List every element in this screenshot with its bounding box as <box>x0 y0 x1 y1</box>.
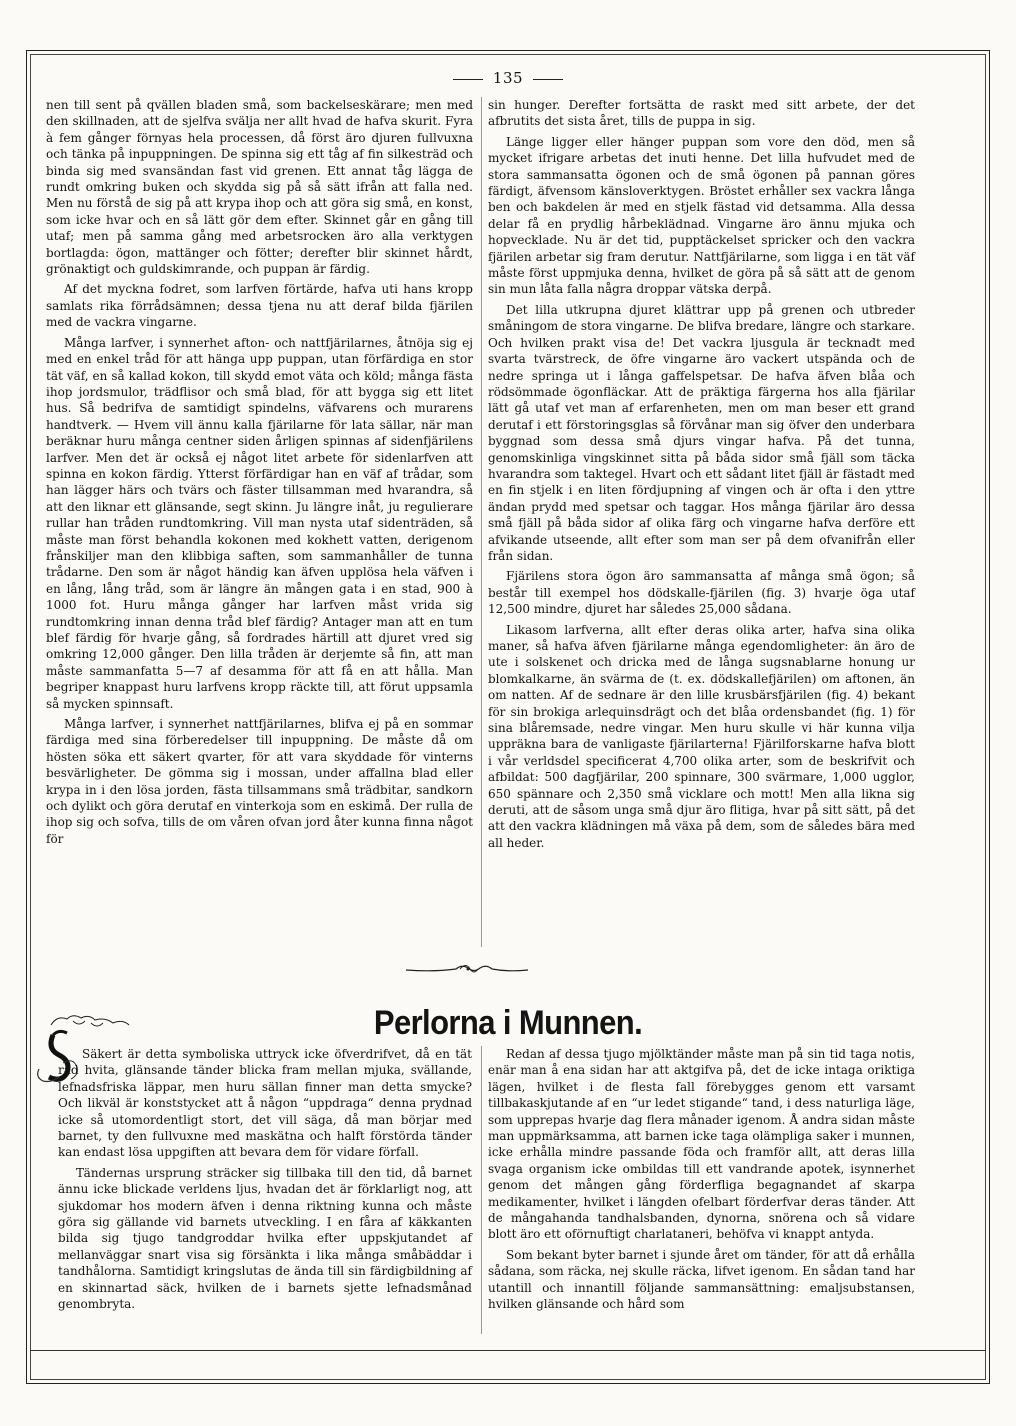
paragraph: Fjärilens stora ögon äro sammansatta af många små ögon; så består till exempel hos dödskalle-fjärilen (fig. 3) hvarje öga utaf 12,500 mindre, djuret har således 25,000 sådana. <box>488 569 915 617</box>
top-right-column <box>488 97 915 855</box>
paragraph: nen till sent på qvällen bladen små, som backelseskärare; men med den skillnaden, att de sjelfva svälja ner allt hvad de hafva skurit. Fyra à fem gånger förnyas hela processen, då först äro djuren fullvuxna och tänka på inpuppningen. De spinna sig ett tåg af fin silkesträd och binda sig med svansändan fast vid grenen. Ett annat tåg lägga de rundt omkring buken och skydda sig på så sätt ifrån att falla ned. Men nu förstå de sig på att krypa ihop och att göra sig små, en konst, som icke hvar och en så lätt gör dem efter. Skinnet går en gång till utaf; men på samma gång med arbetsrocken äro alla verktygen bortlagda: ögon, mattänger och fötter; derefter blir skinnet hårdt, grönaktigt och guldskimrande, och puppan är färdig. <box>46 98 473 277</box>
column-divider-bottom <box>481 1046 482 1334</box>
paragraph: Tändernas ursprung sträcker sig tillbaka till den tid, då barnet ännu icke blickade verldens ljus, hvadan det är förklarligt nog, att sjukdomar hos modern äfven i denna riktning kunna och måste göra sig gällande vid barnets utveckling. I en fåra af käkkanten bilda sig tjugo tandgroddar hvilka efter uppskjutandet af mellanväggar snart visa sig försänkta i lika många småbäddar i tandhålorna. Samtidigt kringslutas de ända till sin färdigbildning af en skinnartad säck, hvilken de i barnets sjette lefnadsmånad genombryta. <box>58 1165 472 1312</box>
paragraph: Säkert är detta symboliska uttryck icke öfverdrifvet, då en tät rad hvita, glänsande tänder blicka fram mellan mjuka, svällande, lefnadsfriska läppar, men huru sällan finner man detta smycke? Och likväl är konststycket att å någon “uppdraga“ denna prydnad icke så utomordentligt stort, det vill säga, då man börjar med barnet, ty den fullvuxne med maskätna och halft förstörda tänder kan endast lösa uppgiften att bevara dem för vidare förfall. <box>58 1047 472 1160</box>
paragraph: Länge ligger eller hänger puppan som vore den död, men så mycket ifrigare arbetas det inuti henne. Det lilla hufvudet med de stora sammansatta ögonen och de små ögonen på pannan göres färdigt, äfvensom känsloverktygen. Bröstet erhåller sex vackra långa ben och bakdelen är med en stjelk fästad vid detsamma. Alla dessa delar få en prydlig hårbeklädnad. Vingarne äro ännu mjuka och hopvecklade. Nu är det tid, pupptäckelset spricker och den vackra fjärilen arbetar sig fram derutur. Nattfjärilarne, som ligga i en tät väf måste först uppmjuka denna, hvilket de göra på så sätt att de genom sin mun låta falla några droppar vätska derpå. <box>488 134 915 297</box>
paragraph: Många larfver, i synnerhet afton- och nattfjärilarnes, åtnöja sig ej med en enkel tråd för att hänga upp puppan, utan förfärdiga en stor tät väf, en så kallad kokon, till skydd emot väta och köld; många fästa ihop jordsmulor, trädflisor och små blad, för att bygga sig ett litet hus. Så bedrifva de samtidigt spindelns, väfvarens och murarens handtverk. — Hvem vill ännu kalla fjärilarne för lata sällar, när man beräknar huru många centner siden årligen spinnas af sidenfjärilens larfver. Men det är också ej något litet arbete för sidenlarfven att spinna en kokon färdig. Ytterst förfärdigar han en väf af trådar, som han lägger härs och tvärs och fäster tillsamman med hvarandra, så att den liknar ett glänsande, segt skinn. Ju längre inåt, ju regulierare rullar han tråden rundtomkring. Vill man nysta utaf sidenträden, så måste man först behandla kokonen med kokhett vatten, derigenom frånskiljer man den klibbiga saften, som sammanhåller de tunna trådarne. Den som är något händig kan äfven upplösa hela väfven i en lång, lång tråd, som är längre än mången gata i en stad, 900 à 1000 fot. Huru många gånger har larfven måst vrida sig rundtomkring innan denna tråd blef färdig? Antager man att en tum blef färdig för hvarje gång, så fordrades härtill att djuret vred sig omkring 12,000 gånger. Den lilla tråden är derjemte så fin, att man måste sammanfatta 5—7 af desamma för att få en att hålla. Man begriper knappast huru larfvens kropp räckte till, att förut uppsamla så mycken spinnsaft. <box>46 335 473 711</box>
paragraph: Som bekant byter barnet i sjunde året om tänder, för att då erhålla sådana, som räcka, nej skulle räcka, lifvet igenom. En sådan tand har utantill och innantill följande sammansättning: emaljsubstansen, hvilken glänsande och hård som <box>488 1247 915 1312</box>
paragraph: Många larfver, i synnerhet nattfjärilarnes, blifva ej på en sommar färdiga med sina förberedelser till inpuppning. De måste då om hösten söka ett säkert qvarter, för att vara skyddade för vinterns besvärligheter. De gömma sig i mossan, under affallna blad eller krypa in i den lösa jorden, fästa tillsammans små trädbitar, sandkorn och dylikt och göra derutaf en vinterkoja som en eskimå. Der rulla de ihop sig och sofva, tills de om våren ofvan jord åter kunna finna något för <box>46 717 473 846</box>
bottom-left-column <box>58 1046 472 1317</box>
paragraph: Redan af dessa tjugo mjölktänder måste man på sin tid taga notis, enär man å ena sidan har att aktgifva på, det de icke intaga oriktiga lägen, hvilket i de flesta fall förebygges genom ett varsamt tillbakaskjutande af en “ur ledet stigande“ tand, i dess naturliga läge, som upprepas hvarje dag flera månader igenom. Å andra sidan måste man uppmärksamma, att barnen icke taga olämpliga saker i munnen, icke erhålla mindre passande föda och framför allt, att deras lilla svaga organism icke ombildas till ett vandrande apotek, isynnerhet genom det mången gång förderfliga begagnandet af skarpa medikamenter, hvilket i längden ofelbart förderfvar deras tänder. Att de mångahanda tandhalsbanden, dynorna, snörena och så vidare blott äro ett oförnuftigt charlataneri, behöfva vi knappt antyda. <box>488 1047 915 1242</box>
column-divider-top <box>481 97 482 947</box>
paragraph: Det lilla utkrupna djuret klättrar upp på grenen och utbreder småningom de stora vingarne. De blifva bredare, längre och starkare. Och hvilken prakt visa de! Det vackra ljusgula är tecknadt med svarta tvärstreck, de öfre vingarne äro vackert utspända och de nedre springa ut i långa gaffelspetsar. De hafva äfven blåa och rödsömmade ögonfläckar. Att de präktiga färgerna hos alla fjärilar lätt gå utaf vet man af erfarenheten, men om man beser ett grand derutaf i ett förstoringsglas så förvånar man sig öfver den underbara byggnad som dessa små djurs vingar hafva. På det tunna, genomskinliga vingskinnet sitta på båda sidor små fjäll som täcka hvarandra som taktegel. Hvart och ett sådant litet fjäll är fästadt med en fin stjelk i en liten fördjupning af vingen och är ofta i den yttre ändan prydd med spetsar och taggar. Hos många fjärilar äro dessa små fjäll på båda sidor af olika färg och vingarne hafva derföre ett afvikande utseende, allt efter som man ser på dem ofvanifrån eller från sidan. <box>488 302 915 563</box>
page-number: 135 <box>492 69 524 87</box>
paragraph: Likasom larfverna, allt efter deras olika arter, hafva sina olika maner, så hafva äfven fjärilarne många egendomligheter: än äro de ute i solskenet och dricka med de långa sugsnablarne honung ur blomkalkarne, än svärma de (t. ex. dödskallefjärilen) om aftonen, än om natten. Af de sednare är den lille krusbärsfjärilen (fig. 4) bekant för sin brokiga arlequinsdrägt och det blåa ordensbandet (fig. 1) för sina blåremsade, nedre vingar. Men huru skulle vi här kunna vilja uppräkna bara de vanligaste fjärilarterna! Fjärilforskarne hafva blott i vår verldsdel specificerat 4,700 olika arter, som de beskrifvit och afbildat: 500 dagfjärilar, 200 spinnare, 300 svärmare, 1,000 ugglor, 650 spännare och 2,350 små vicklare och mott! Men alla likna sig deruti, att de såsom unga små djur äro flitiga, hvar på sitt sätt, på det att den vackra klädningen må växa på dem, som de således bära med all heder. <box>488 622 915 850</box>
top-left-column <box>46 97 473 851</box>
paragraph: sin hunger. Derefter fortsätta de raskt med sitt arbete, der det afbrutits det sista året, tills de puppa in sig. <box>488 98 915 129</box>
separator-ornament-icon <box>404 959 530 979</box>
bottom-right-column <box>488 1046 915 1317</box>
bottom-rule <box>30 1350 986 1351</box>
paragraph: Af det myckna fodret, som larfven förtärde, hafva uti hans kropp samlats rika förrådsämnen; dessa tjena nu att deraf bilda fjärilen med de vackra vingarne. <box>46 282 473 330</box>
page-number-line <box>0 69 1016 87</box>
article-title: Perlorna i Munnen. <box>373 1002 643 1043</box>
